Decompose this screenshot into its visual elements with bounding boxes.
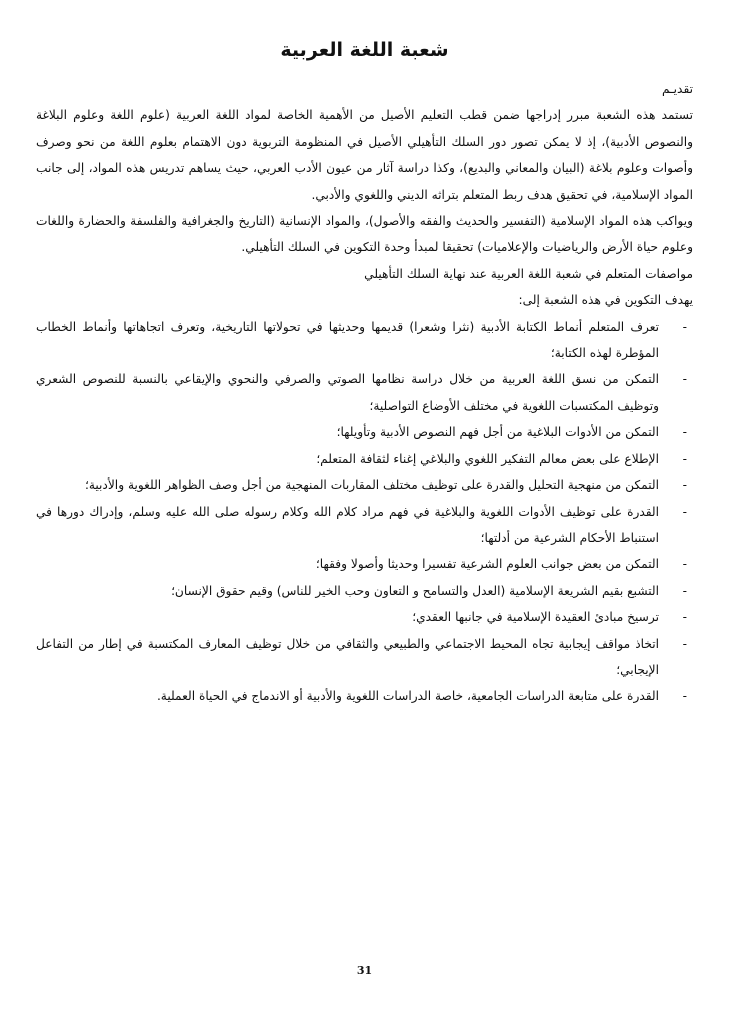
list-item xyxy=(36,472,693,498)
list-item xyxy=(36,683,693,709)
list-item-text: التمكن من الأدوات البلاغية من أجل فهم النصوص الأدبية وتأويلها؛ xyxy=(336,425,659,440)
list-item-text: القدرة على متابعة الدراسات الجامعية، خاصة الدراسات اللغوية والأدبية أو الاندماج في الحياة العملية. xyxy=(156,689,659,704)
list-dash: - xyxy=(682,557,687,572)
goals-list xyxy=(36,314,693,710)
profile-heading: مواصفات المتعلم في شعبة اللغة العربية عند نهاية السلك التأهيلي xyxy=(364,266,693,281)
list-dash: - xyxy=(682,478,687,493)
page-number: 31 xyxy=(356,964,373,977)
list-dash: - xyxy=(682,451,687,466)
intro-paragraph: تستمد هذه الشعبة مبرر إدراجها ضمن قطب التعليم الأصيل من الأهمية الخاصة لمواد اللغة العربية (علوم اللغة وعلوم البلاغة والنصوص الأدبية)، إذ لا يمكن تصور دور السلك التأهيلي الأصيل في المنظومة التربوية دون الاهتمام بعلوم اللغة من نحو وصرف وأصوات وعلوم بلاغة (البيان والمعاني والبديع)، وكذا دراسة آثار من عيون الأدب العربي، حيث يساهم تدريس هذه المواد، إلى جانب المواد الإسلامية، في تحقيق هدف ربط المتعلم بتراثه الديني واللغوي والأدبي. xyxy=(36,108,693,202)
second-paragraph: ويواكب هذه المواد الإسلامية (التفسير والحديث والفقه والأصول)، والمواد الإنسانية (التاريخ والجغرافية والفلسفة والحضارة واللغات وعلوم حياة الأرض والرياضيات والإعلاميات) تحقيقا لمبدأ وحدة التكوين في السلك التأهيلي. xyxy=(36,214,693,255)
list-dash: - xyxy=(682,319,687,334)
list-dash: - xyxy=(682,610,687,625)
list-item xyxy=(36,366,693,419)
list-item-text: اتخاذ مواقف إيجابية تجاه المحيط الاجتماعي والطبيعي والثقافي من خلال توظيف المعارف المكتسبة في إطار من التفاعل الإيجابي؛ xyxy=(36,636,659,677)
list-item-text: التشبع بقيم الشريعة الإسلامية (العدل والتسامح و التعاون وحب الخير للناس) وقيم حقوق الإنسان؛ xyxy=(171,583,659,598)
list-item xyxy=(36,604,693,630)
list-dash: - xyxy=(682,689,687,704)
list-item-text: الإطلاع على بعض معالم التفكير اللغوي والبلاغي إغناء لثقافة المتعلم؛ xyxy=(316,451,659,466)
list-item-text: القدرة على توظيف الأدوات اللغوية والبلاغية في فهم مراد كلام الله وكلام رسوله صلى الله عليه وسلم، وإدراك دورها في استنباط الأحكام الشرعية من أدلتها؛ xyxy=(36,504,659,545)
list-item-text: تعرف المتعلم أنماط الكتابة الأدبية (نثرا وشعرا) قديمها وحديثها في تحولاتها التاريخية، وتعرف اتجاهاتها وأنماط الخطاب المؤطرة لهذه الكتابة؛ xyxy=(36,319,659,361)
list-item-text: التمكن من بعض جوانب العلوم الشرعية تفسيرا وحديثا وأصولا وفقها؛ xyxy=(315,557,659,572)
list-dash: - xyxy=(682,636,687,651)
list-item xyxy=(36,631,693,684)
list-dash: - xyxy=(682,583,687,598)
list-item-text: ترسيخ مبادئ العقيدة الإسلامية في جانبها العقدي؛ xyxy=(412,610,659,625)
list-item-text: التمكن من منهجية التحليل والقدرة على توظيف مختلف المقاربات المنهجية من أجل وصف الظواهر اللغوية والأدبية؛ xyxy=(84,478,659,493)
list-dash: - xyxy=(682,504,687,519)
list-item xyxy=(36,551,693,577)
page-title: شعبة اللغة العربية xyxy=(280,39,449,61)
list-dash: - xyxy=(682,425,687,440)
intro-heading: تقديـم xyxy=(661,82,693,96)
list-dash: - xyxy=(682,372,687,387)
list-item xyxy=(36,314,693,367)
list-item xyxy=(36,499,693,552)
goals-intro: يهدف التكوين في هذه الشعبة إلى: xyxy=(518,293,693,308)
list-item xyxy=(36,446,693,472)
list-item xyxy=(36,578,693,604)
list-item xyxy=(36,419,693,445)
list-item-text: التمكن من نسق اللغة العربية من خلال دراسة نظامها الصوتي والصرفي والنحوي والإيقاعي بالنسبة للنصوص الشعري وتوظيف المكتسبات اللغوية في مختلف الأوضاع التواصلية؛ xyxy=(36,372,659,413)
